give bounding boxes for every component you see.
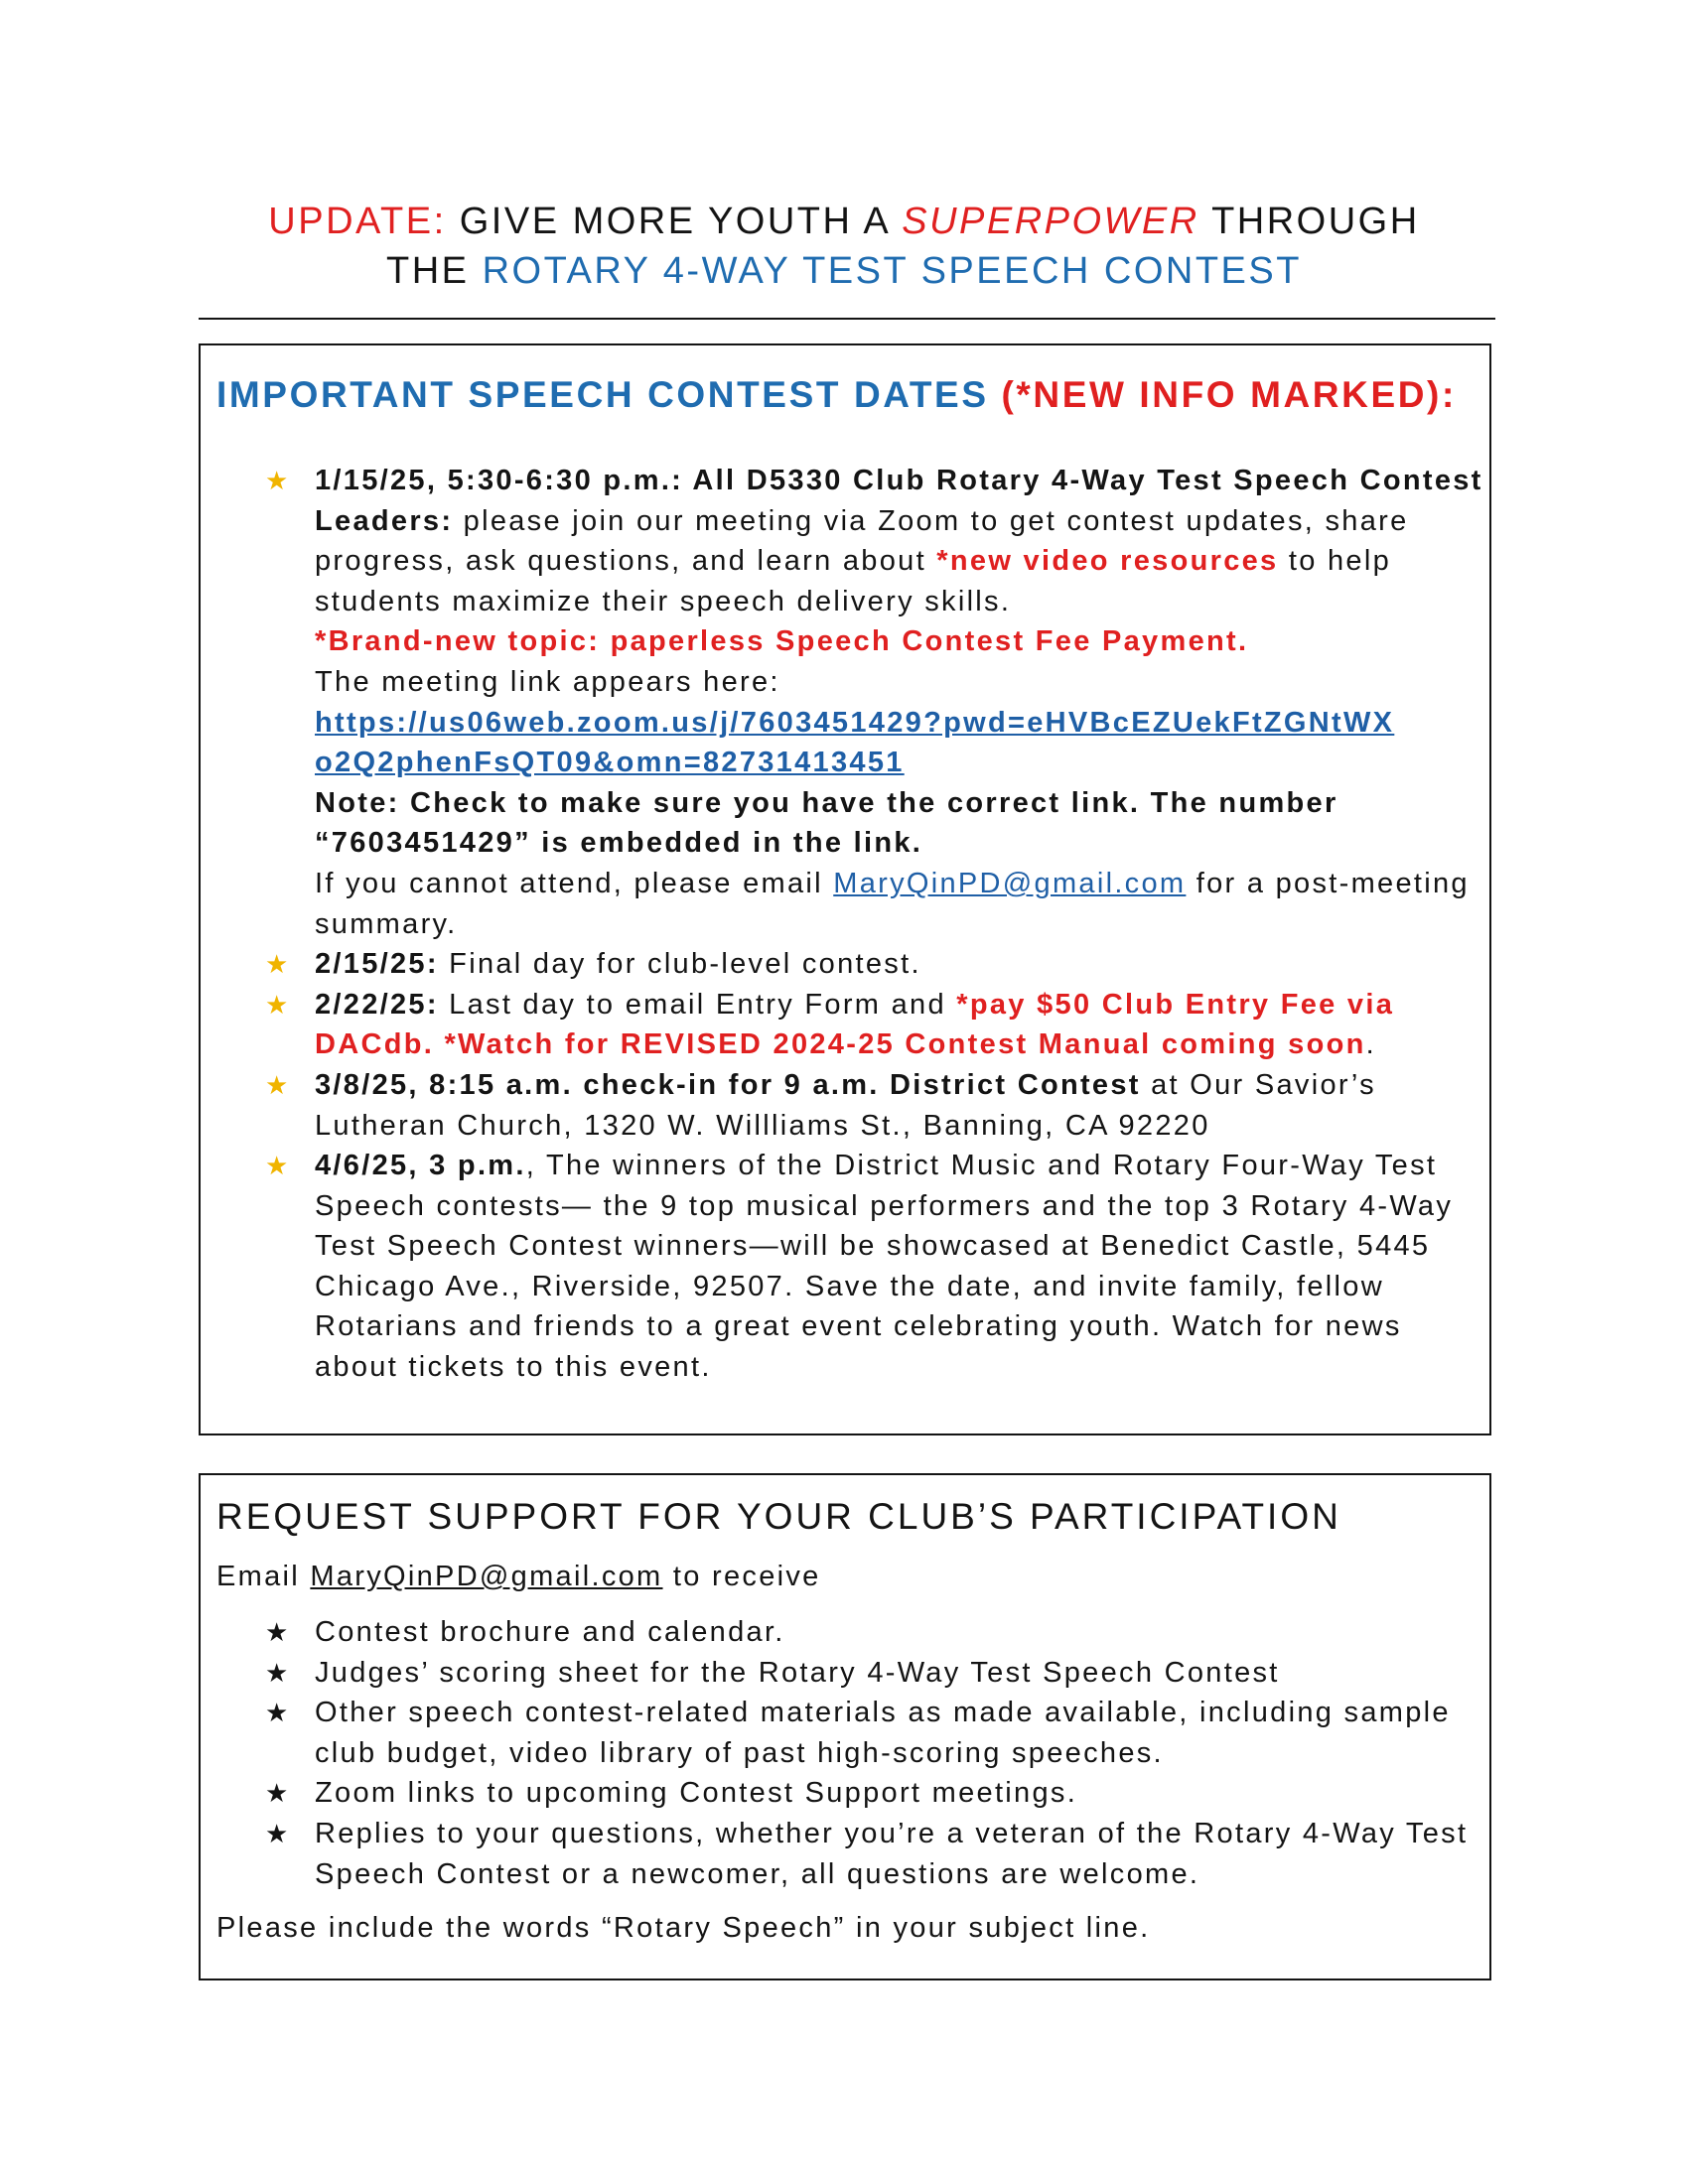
zoom-link-part-1[interactable]: https://us06web.zoom.us/j/7603451429?pwd=eHVBcEZUekFtZGNtWX — [315, 706, 1395, 739]
star-icon: ★ — [265, 949, 291, 980]
link-note: Note: Check to make sure you have the correct link. The number “7603451429” is embedded in the link. — [315, 786, 1338, 860]
list-item — [265, 944, 1486, 985]
item-text: to help students maximize their speech delivery skills. — [315, 545, 1392, 617]
support-item-text: Zoom links to upcoming Contest Support meetings. — [315, 1777, 1078, 1810]
support-email-link[interactable]: MaryQinPD@gmail.com — [310, 1561, 663, 1592]
item-text: Last day to email Entry Form and — [438, 988, 957, 1021]
star-icon: ★ — [265, 1818, 291, 1848]
dates-heading — [216, 373, 1457, 417]
summary-text: for a post-meeting summary. — [315, 867, 1470, 940]
new-resources-text: *new video resources — [936, 545, 1279, 578]
zoom-link-part-2[interactable]: o2Q2phenFsQT09&omn=82731413451 — [315, 747, 905, 779]
item-text: , The winners of the District Music and Rotary Four-Way Test Speech contests— the 9 top musical performers and the top 3 Rotary 4-Way Test Speech Contest winners—will be showcased at Benedict Castle, 5445 Chicago Ave., Riverside, 92507. Save the date, and invite family, fellow Rotarians and friends to a great event celebrating youth. Watch for news about tickets to this event. — [315, 1150, 1454, 1384]
list-item — [265, 1653, 1486, 1694]
star-icon: ★ — [265, 1657, 291, 1688]
superpower-word: SUPERPOWER — [902, 201, 1199, 242]
email-link[interactable]: MaryQinPD@gmail.com — [833, 867, 1187, 899]
list-item — [265, 461, 1486, 944]
important-dates-box — [199, 343, 1491, 1435]
dates-list — [265, 461, 1486, 1388]
list-item — [265, 1814, 1486, 1894]
star-icon: ★ — [265, 1698, 291, 1728]
item-lead: 1/15/25, 5:30-6:30 p.m.: All D5330 Club Rotary 4-Way Test Speech Contest Leaders: — [315, 465, 1483, 537]
star-icon: ★ — [265, 1778, 291, 1809]
title-the: THE — [386, 250, 483, 292]
support-item-text: Other speech contest-related materials as made available, including sample club budget, video library of past high-scoring speeches. — [315, 1697, 1451, 1769]
star-icon: ★ — [265, 1151, 291, 1181]
title-through: THROUGH — [1198, 201, 1420, 242]
list-item — [265, 1693, 1486, 1773]
star-icon: ★ — [265, 1069, 291, 1100]
support-heading: REQUEST SUPPORT FOR YOUR CLUB’S PARTICIPATION — [216, 1496, 1341, 1537]
item-text: Final day for club-level contest. — [438, 948, 921, 981]
title-text: GIVE MORE YOUTH A — [446, 201, 903, 242]
list-item — [265, 1612, 1486, 1653]
support-item-text: Judges’ scoring sheet for the Rotary 4-Way Test Speech Contest — [315, 1656, 1280, 1689]
cannot-attend-text: If you cannot attend, please email — [315, 867, 834, 899]
link-intro: The meeting link appears here: — [315, 665, 780, 698]
contest-name: ROTARY 4-WAY TEST SPEECH CONTEST — [482, 250, 1302, 292]
page-title-line-2 — [199, 246, 1489, 296]
item-text: please join our meeting via Zoom to get contest updates, share progress, ask questions, and learn about — [315, 504, 1409, 578]
item-lead: 3/8/25, 8:15 a.m. check-in for 9 a.m. District Contest — [315, 1068, 1141, 1101]
support-intro — [216, 1557, 821, 1596]
star-icon: ★ — [265, 1617, 291, 1647]
list-item — [265, 1146, 1486, 1388]
request-support-box — [199, 1473, 1491, 1980]
item-lead: 2/15/25: — [315, 948, 439, 981]
item-text: at Our Savior’s Lutheran Church, 1320 W. Willliams St., Banning, CA 92220 — [315, 1068, 1376, 1142]
list-item — [265, 1065, 1486, 1146]
dates-heading-main: IMPORTANT SPEECH CONTEST DATES — [216, 374, 1002, 415]
support-closing: Please include the words “Rotary Speech” in your subject line. — [216, 1912, 1151, 1944]
list-item — [265, 1773, 1486, 1814]
support-list — [265, 1612, 1486, 1894]
title-divider — [199, 318, 1495, 320]
star-icon: ★ — [265, 989, 291, 1020]
update-label: UPDATE: — [268, 201, 447, 242]
list-item — [265, 985, 1486, 1065]
brand-new-topic: *Brand-new topic: paperless Speech Contest Fee Payment. — [315, 625, 1249, 658]
intro-email-word: Email — [216, 1561, 311, 1592]
dates-heading-new: (*NEW INFO MARKED): — [1001, 374, 1457, 415]
zoom-meeting-link[interactable] — [315, 707, 1394, 779]
fee-notice: *pay $50 Club Entry Fee via DACdb. *Watch for REVISED 2024-25 Contest Manual coming soon — [315, 988, 1395, 1061]
item-lead: 4/6/25, 3 p.m. — [315, 1150, 526, 1182]
item-lead: 2/22/25: — [315, 988, 439, 1021]
star-icon: ★ — [265, 466, 291, 495]
intro-rest: to receive — [662, 1561, 821, 1592]
support-item-text: Replies to your questions, whether you’re a veteran of the Rotary 4-Way Test Speech Contest or a newcomer, all questions are welcome. — [315, 1817, 1469, 1890]
item-end: . — [1365, 1028, 1376, 1061]
page-title-line-1 — [199, 197, 1489, 246]
support-item-text: Contest brochure and calendar. — [315, 1616, 785, 1648]
